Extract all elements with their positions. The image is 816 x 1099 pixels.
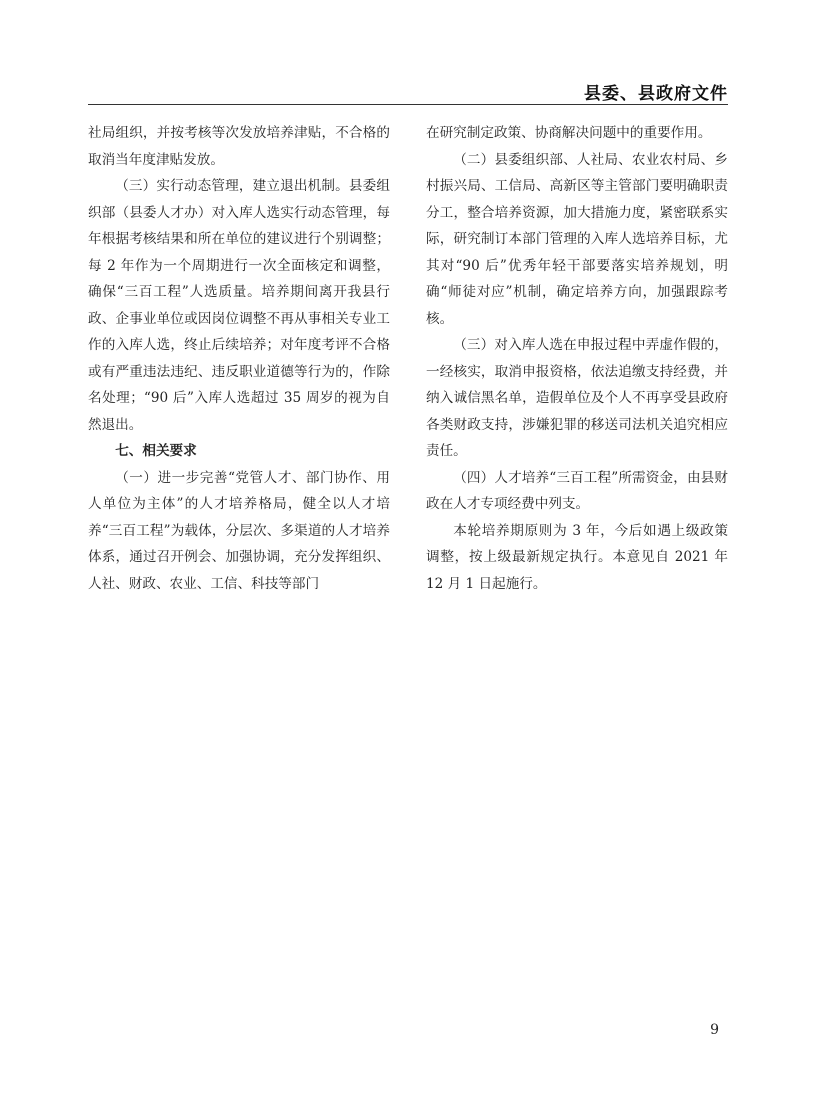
header-title: 县委、县政府文件 xyxy=(584,84,728,104)
paragraph-effective-date: 本轮培养期原则为 3 年，今后如遇上级政策调整，按上级最新规定执行。本意见自 2021 年 12 月 1 日起施行。 xyxy=(426,522,728,592)
paragraph-requirement-2: （二）县委组织部、人社局、农业农村局、乡村振兴局、工信局、高新区等主管部门要明确职责分工，整合培养资源，加大措施力度，紧密联系实际，研究制订本部门管理的入库人选培养目标，尤其对“90 后”优秀年轻干部要落实培养规划，明确“师徒对应”机制，确定培养方向，加强跟踪考核。 xyxy=(426,151,728,327)
header-divider xyxy=(88,104,728,105)
paragraph-requirement-4: （四）人才培养“三百工程”所需资金，由县财政在人才专项经费中列支。 xyxy=(426,469,728,512)
paragraph-continuation: 社局组织，并按考核等次发放培养津贴，不合格的取消当年度津贴发放。 xyxy=(88,125,390,168)
paragraph-dynamic-management: （三）实行动态管理，建立退出机制。县委组织部（县委人才办）对入库人选实行动态管理，每年根据考核结果和所在单位的建议进行个别调整；每 2 年作为一个周期进行一次全面核定和调整，确保“三百工程”人选质量。培养期间离开我县行政、企事业单位或因岗位调整不再从事相关专业工作的入库人选，终止后续培养；对年度考评不合格或有严重违法违纪、违反职业道德等行为的，作除名处理；“90 后”入库人选超过 35 周岁的视为自然退出。 xyxy=(88,178,390,433)
paragraph-requirement-1: （一）进一步完善“党管人才、部门协作、用人单位为主体”的人才培养格局，健全以人才培养“三百工程”为载体，分层次、多渠道的人才培养体系，通过召开例会、加强协调，充分发挥组织、人社、财政、农业、工信、科技等部门 xyxy=(88,469,390,592)
page-number: 9 xyxy=(710,1022,719,1038)
right-column xyxy=(426,120,728,597)
left-column xyxy=(88,120,390,597)
section-heading-requirements: 七、相关要求 xyxy=(115,443,197,459)
paragraph-requirement-3: （三）对入库人选在申报过程中弄虚作假的，一经核实，取消申报资格，依法追缴支持经费，并纳入诚信黑名单，造假单位及个人不再享受县政府各类财政支持，涉嫌犯罪的移送司法机关追究相应责任。 xyxy=(426,337,728,459)
paragraph-continuation: 在研究制定政策、协商解决问题中的重要作用。 xyxy=(426,125,712,141)
